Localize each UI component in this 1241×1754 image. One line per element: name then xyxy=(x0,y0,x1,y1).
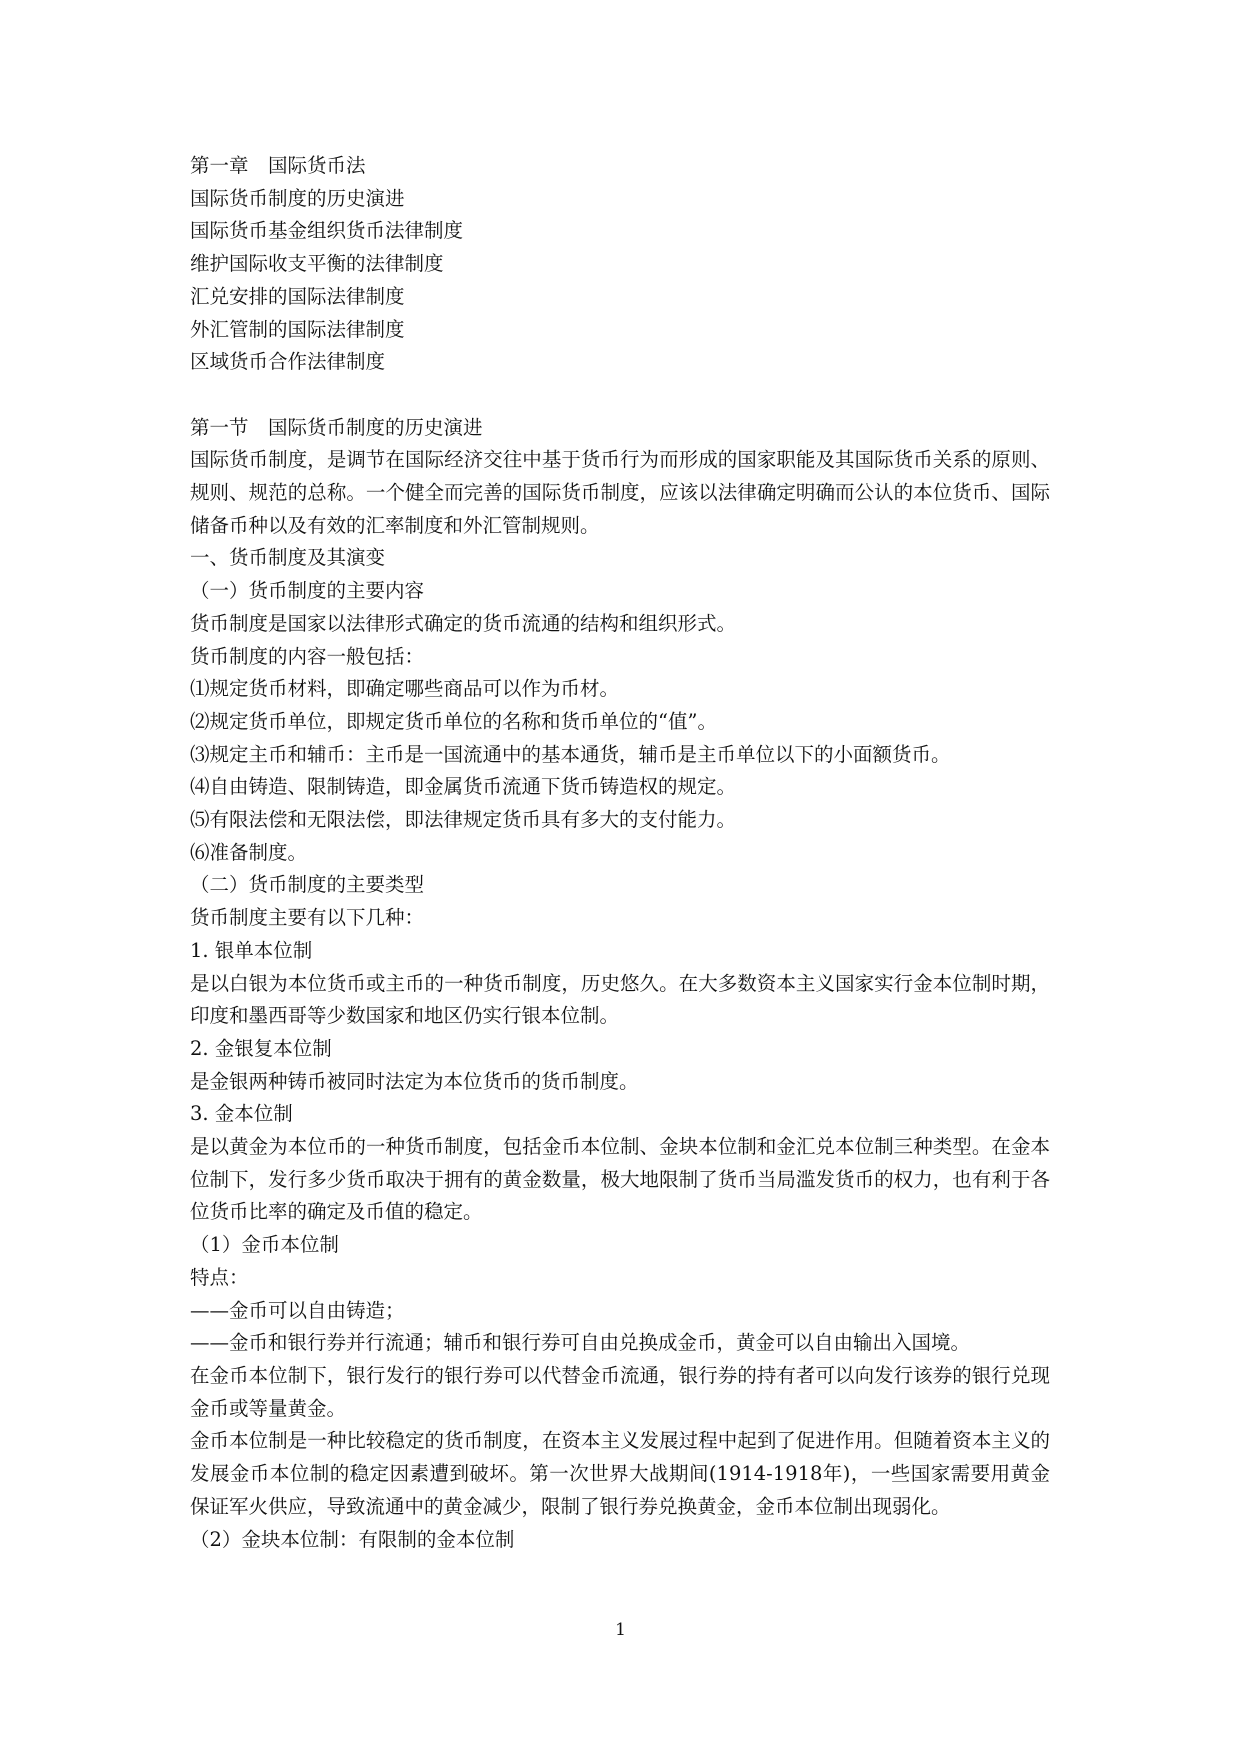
toc-item: 国际货币制度的历史演进 xyxy=(190,186,405,210)
toc-item: 汇兑安排的国际法律制度 xyxy=(190,284,405,308)
types-lead: 货币制度主要有以下几种： xyxy=(190,906,425,930)
feature-item: ——金币和银行券并行流通；辅币和银行券可自由兑换成金币，黄金可以自由输出入国境。 xyxy=(190,1331,971,1355)
body-paragraph: 金币本位制是一种比较稳定的货币制度，在资本主义发展过程中起到了促进作用。但随着资本主义的发展金币本位制的稳定因素遭到破坏。第一次世界大战期间(1914-1918年)，一些国家需要用黄金保证军火供应，导致流通中的黄金减少，限制了银行券兑换黄金，金币本位制出现弱化。 xyxy=(190,1429,1050,1518)
toc-item: 国际货币基金组织货币法律制度 xyxy=(190,219,464,243)
subtype-heading: （2）金块本位制：有限制的金本位制 xyxy=(190,1527,515,1551)
content-lead: 货币制度的内容一般包括： xyxy=(190,644,425,668)
content-list-item: ⑵规定货币单位，即规定货币单位的名称和货币单位的“值”。 xyxy=(190,709,717,733)
page-number: 1 xyxy=(615,1620,626,1640)
content-list-item: ⑹准备制度。 xyxy=(190,840,308,864)
type-paragraph: 是金银两种铸币被同时法定为本位货币的货币制度。 xyxy=(190,1069,639,1093)
content-list-item: ⑷自由铸造、限制铸造，即金属货币流通下货币铸造权的规定。 xyxy=(190,775,737,799)
document-body xyxy=(190,150,1050,1556)
definition-paragraph: 货币制度是国家以法律形式确定的货币流通的结构和组织形式。 xyxy=(190,611,737,635)
type-heading: 2. 金银复本位制 xyxy=(190,1036,332,1060)
type-heading: 1. 银单本位制 xyxy=(190,938,313,962)
body-paragraph: 在金币本位制下，银行发行的银行券可以代替金币流通，银行券的持有者可以向发行该券的银行兑现金币或等量黄金。 xyxy=(190,1364,1050,1420)
toc-item: 维护国际收支平衡的法律制度 xyxy=(190,252,444,276)
section-intro-paragraph: 国际货币制度，是调节在国际经济交往中基于货币行为而形成的国家职能及其国际货币关系的原则、规则、规范的总称。一个健全而完善的国际货币制度，应该以法律确定明确而公认的本位货币、国际储备币种以及有效的汇率制度和外汇管制规则。 xyxy=(190,448,1050,537)
heading-level-2: （二）货币制度的主要类型 xyxy=(190,873,425,897)
subtype-heading: （1）金币本位制 xyxy=(190,1233,339,1257)
toc-item: 外汇管制的国际法律制度 xyxy=(190,317,405,341)
content-list-item: ⑸有限法偿和无限法偿，即法律规定货币具有多大的支付能力。 xyxy=(190,808,737,832)
type-heading: 3. 金本位制 xyxy=(190,1102,293,1126)
content-list-item: ⑴规定货币材料，即确定哪些商品可以作为币材。 xyxy=(190,677,620,701)
features-label: 特点： xyxy=(190,1265,249,1289)
feature-item: ——金币可以自由铸造； xyxy=(190,1298,405,1322)
type-paragraph: 是以白银为本位货币或主币的一种货币制度，历史悠久。在大多数资本主义国家实行金本位制时期，印度和墨西哥等少数国家和地区仍实行银本位制。 xyxy=(190,971,1050,1028)
toc-item: 区域货币合作法律制度 xyxy=(190,350,386,374)
section-title: 第一节 国际货币制度的历史演进 xyxy=(190,415,483,439)
heading-level-1: 一、货币制度及其演变 xyxy=(190,546,386,570)
heading-level-2: （一）货币制度的主要内容 xyxy=(190,579,425,603)
type-paragraph: 是以黄金为本位币的一种货币制度，包括金币本位制、金块本位制和金汇兑本位制三种类型。在金本位制下，发行多少货币取决于拥有的黄金数量，极大地限制了货币当局滥发货币的权力，也有利于各位货币比率的确定及币值的稳定。 xyxy=(190,1135,1050,1224)
content-list-item: ⑶规定主币和辅币：主币是一国流通中的基本通货，辅币是主币单位以下的小面额货币。 xyxy=(190,742,951,766)
blank-line xyxy=(190,379,1050,412)
chapter-title: 第一章 国际货币法 xyxy=(190,154,366,177)
